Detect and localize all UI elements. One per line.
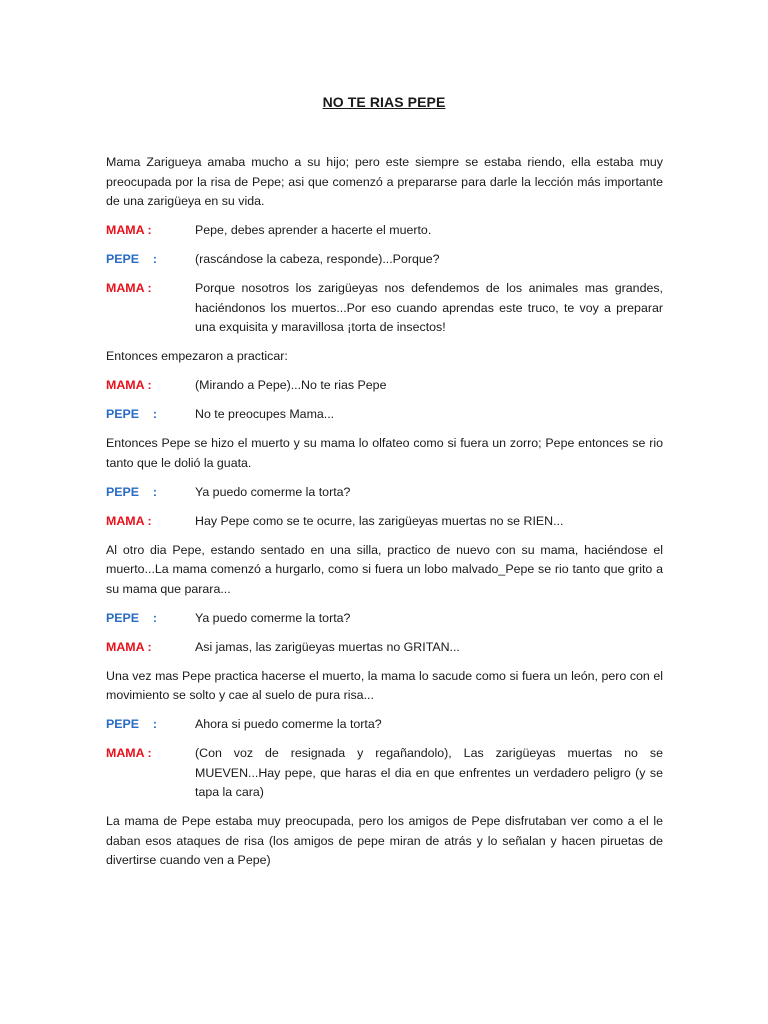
speaker-label-mama: MAMA :: [106, 378, 152, 392]
dialogue-text: Ya puedo comerme la torta?: [195, 610, 351, 625]
dialogue-line-pepe: [106, 405, 663, 425]
dialogue-line-pepe: [106, 715, 663, 735]
dialogue-line-mama: [106, 638, 663, 658]
speaker-label-mama: MAMA :: [106, 281, 152, 295]
dialogue-line-pepe: [106, 250, 663, 270]
narration-paragraph: Entonces Pepe se hizo el muerto y su mama lo olfateo como si fuera un zorro; Pepe entonces se rio tanto que le dolió la guata.: [106, 436, 663, 470]
dialogue-line-mama: [106, 512, 663, 532]
speaker-label-pepe: PEPE :: [106, 717, 157, 731]
dialogue-text: No te preocupes Mama...: [195, 407, 335, 421]
dialogue-line-pepe: [106, 483, 663, 503]
dialogue-text: Ya puedo comerme la torta?: [195, 484, 351, 499]
dialogue-line-mama: [106, 376, 663, 396]
narration-paragraph: Una vez mas Pepe practica hacerse el muerto, la mama lo sacude como si fuera un león, pero con el movimiento se solto y cae al suelo de pura risa...: [106, 668, 663, 702]
dialogue-line-mama: [106, 744, 663, 803]
dialogue-text: (Mirando a Pepe)...No te rias Pepe: [195, 378, 387, 392]
document-title: NO TE RIAS PEPE: [322, 94, 446, 110]
narration-paragraph: La mama de Pepe estaba muy preocupada, pero los amigos de Pepe disfrutaban ver como a el le daban esos ataques de risa (los amigos de pepe miran de atrás y lo señalan y hacen piruetas de divertirse cuando ven a Pepe): [106, 814, 663, 867]
speaker-label-mama: MAMA :: [106, 746, 152, 760]
speaker-label-pepe: PEPE :: [106, 252, 157, 266]
dialogue-text: (rascándose la cabeza, responde)...Porque?: [195, 252, 440, 266]
narration-paragraph: Mama Zarigueya amaba mucho a su hijo; pero este siempre se estaba riendo, ella estaba muy preocupada por la risa de Pepe; asi que comenzó a prepararse para darle la lección más importante de una zarigüeya en su vida.: [106, 155, 663, 208]
dialogue-text: Porque nosotros los zarigüeyas nos defendemos de los animales mas grandes, haciéndonos los muertos...Por eso cuando aprendas este truco, te voy a preparar una exquisita y maravillosa ¡torta de insectos!: [195, 281, 663, 334]
dialogue-line-mama: [106, 221, 663, 241]
document-body: [106, 153, 663, 880]
dialogue-line-pepe: [106, 609, 663, 629]
speaker-label-mama: MAMA :: [106, 223, 152, 237]
speaker-label-pepe: PEPE :: [106, 407, 157, 421]
dialogue-text: Pepe, debes aprender a hacerte el muerto.: [195, 223, 432, 237]
dialogue-text: Asi jamas, las zarigüeyas muertas no GRITAN...: [195, 639, 460, 654]
dialogue-line-mama: [106, 279, 663, 338]
dialogue-text: Hay Pepe como se te ocurre, las zarigüeyas muertas no se RIEN...: [195, 513, 564, 528]
dialogue-text: Ahora si puedo comerme la torta?: [195, 717, 382, 731]
narration-paragraph: Entonces empezaron a practicar:: [106, 349, 288, 363]
speaker-label-mama: MAMA :: [106, 513, 152, 528]
dialogue-text: (Con voz de resignada y regañandolo), Las zarigüeyas muertas no se MUEVEN...Hay pepe, que haras el dia en que enfrentes un verdadero peligro (y se tapa la cara): [195, 746, 663, 799]
speaker-label-mama: MAMA :: [106, 639, 152, 654]
narration-paragraph: Al otro dia Pepe, estando sentado en una silla, practico de nuevo con su mama, haciéndose el muerto...La mama comenzó a hurgarlo, como si fuera un lobo malvado_Pepe se rio tanto que grito a su mama que parara...: [106, 542, 663, 596]
speaker-label-pepe: PEPE :: [106, 484, 157, 499]
speaker-label-pepe: PEPE :: [106, 610, 157, 625]
